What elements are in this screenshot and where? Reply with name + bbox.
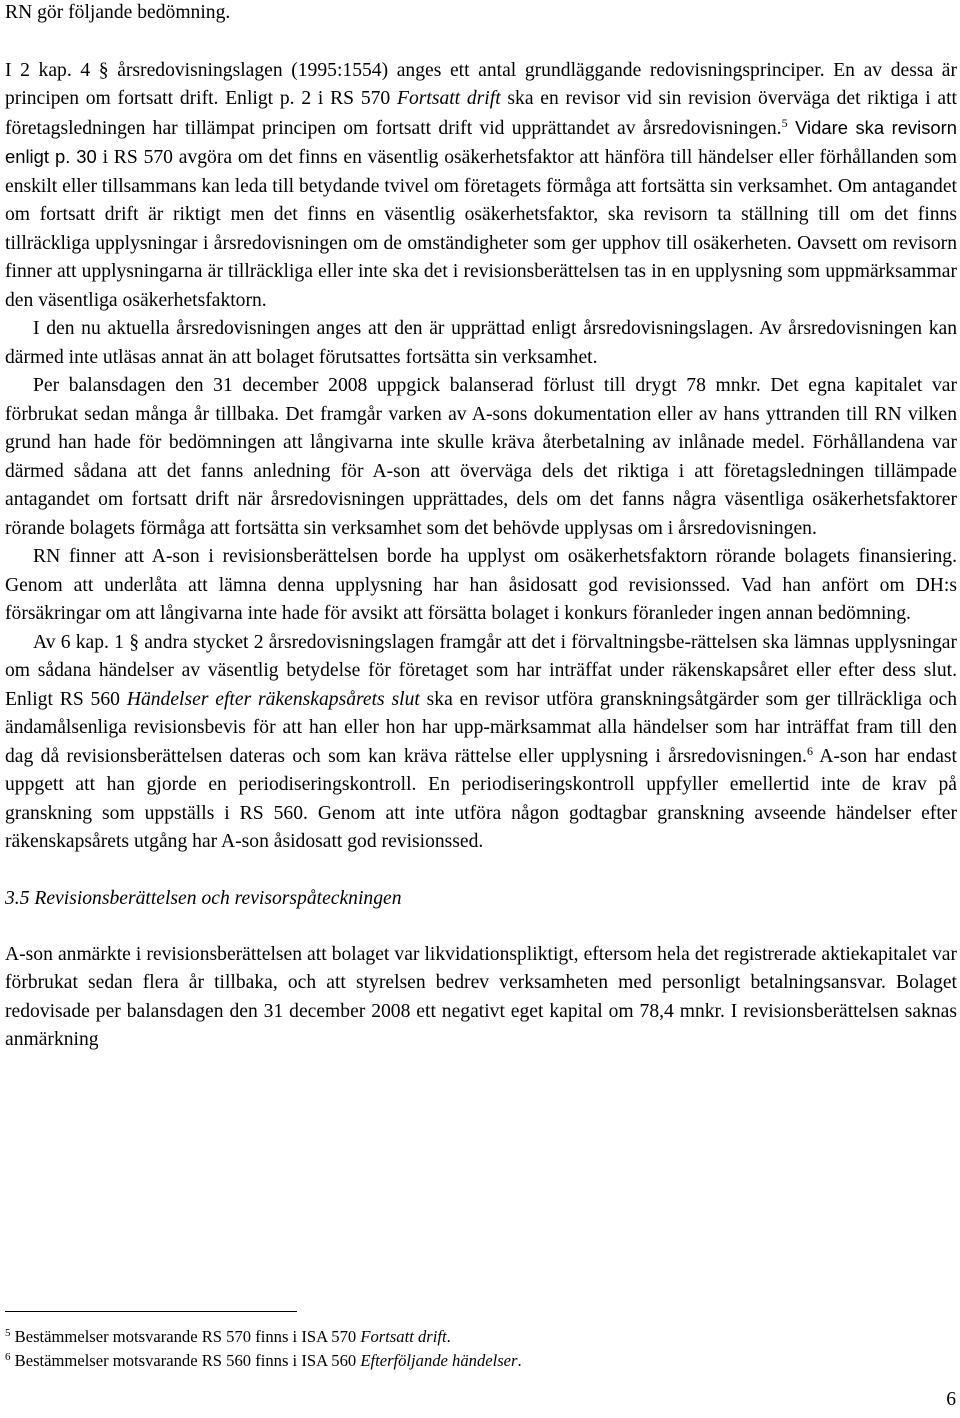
text-run: ska en revisor vid sin revision överväga det riktiga i att företagsledningen har tillämpat principen om fortsatt drift vid upprättandet av årsredovisningen. xyxy=(5,88,958,139)
paragraph-aktuella-arsredovisningen: I den nu aktuella årsredovisningen anges att den är upprättad enligt årsredovisningslagen. Av årsredovisningen kan därmed inte utläsas annat än att bolaget förutsattes fortsätta sin verksamhet. xyxy=(5,318,957,368)
section-heading: 3.5 Revisionsberättelsen och revisorspåteckningen xyxy=(5,887,402,909)
footnote-end: . xyxy=(517,1351,522,1370)
footnote-number: 6 xyxy=(5,1351,11,1363)
text-run-italic: Händelser efter räkenskapsårets slut xyxy=(126,688,420,710)
footnote-title: Efterföljande händelser xyxy=(360,1351,518,1370)
text-run: Av 6 kap. 1 § andra stycket 2 årsredovisningslagen framgår att det i förvaltningsbe-rättelsen ska lämnas upplysningar om sådana händelser av väsentlig betydelse för företaget som har inträffat under räkenskapsåret eller efter dess slut. Enligt RS 560 xyxy=(5,631,957,710)
paragraph-intro: RN gör följande bedömning. xyxy=(5,2,231,23)
text-run: i RS 570 avgöra om det finns en väsentlig osäkerhetsfaktor att hänföra till händelser eller förhållanden som enskilt eller tillsammans kan leda till betydande tvivel om företagets förmåga att fortsätta sin verksamhet. Om antagandet om fortsatt drift är riktigt men det finns en väsentlig osäkerhetsfaktor, ska revisorn ta ställning till om det finns tillräckliga upplysningar i årsredovisningen om de omständigheter som ger upphov till osäkerheten. Oavsett om revisorn finner att upplysningarna är tillräckliga eller inte ska det i revisionsberättelsen tas in en upplysning som uppmärksammar den väsentliga osäkerhetsfaktorn. xyxy=(5,147,958,311)
footnote-5 xyxy=(5,1325,955,1349)
footnote-divider xyxy=(5,1311,297,1312)
text-run-sans: Vidare ska revisorn enligt p. 30 xyxy=(5,116,957,167)
text-run: I 2 kap. 4 § årsredovisningslagen (1995:1554) anges ett antal grundläggande redovisningsprinciper. En av dessa är principen om fortsatt drift. Enligt p. 2 i RS 570 xyxy=(5,59,957,109)
text-run: ska en revisor utföra granskningsåtgärder som ger tillräckliga och ändamålsenliga revisionsbevis för att han eller hon har upp-märksammat alla händelser som har inträffat fram till den dag då revisionsberättelsen dateras och som kan kräva rättelse eller upplysning i årsredovisningen. xyxy=(5,688,958,767)
paragraph-balansdagen: Per balansdagen den 31 december 2008 uppgick balanserad förlust till drygt 78 mnkr. Det egna kapitalet var förbrukat sedan många år tillbaka. Det framgår varken av A-sons dokumentation eller av hans yttranden till RN vilken grund han hade för bedömningen att långivarna inte skulle kräva återbetalning av inlånade medel. Förhållandena var därmed sådana att det fanns anledning för A-son att överväga dels det riktiga i att företagsledningen tillämpade antagandet om fortsatt drift när årsredovisningen upprättades, dels om det fanns några väsentliga osäkerhetsfaktorer rörande bolagets förmåga att fortsätta sin verksamhet som det behövde upplysas om i årsredovisningen. xyxy=(5,375,957,539)
footnote-6 xyxy=(5,1349,955,1373)
paragraph-rn-finner: RN finner att A-son i revisionsberättelsen borde ha upplyst om osäkerhetsfaktorn rörande bolagets finansiering. Genom att underlåta att lämna denna upplysning har han åsidosatt god revisionssed. Vad han anfört om DH:s försäkringar om att långivarna inte hade för avsikt att försätta bolaget i konkurs föranleder ingen annan bedömning. xyxy=(5,546,957,624)
footnotes xyxy=(5,1325,955,1373)
page-number: 6 xyxy=(946,1389,956,1410)
footnote-text: Bestämmelser motsvarande RS 560 finns i ISA 560 xyxy=(14,1351,361,1370)
paragraph-revisionsberattelsen: A-son anmärkte i revisionsberättelsen att bolaget var likvidationspliktigt, eftersom hela det registrerade aktiekapitalet var förbrukat sedan flera år tillbaka, och att styrelsen bedrev verksamheten med personligt betalningsansvar. Bolaget redovisade per balansdagen den 31 december 2008 ett negativt eget kapital om 78,4 mnkr. I revisionsberättelsen saknas anmärkning xyxy=(5,943,957,1050)
footnote-ref-6[interactable]: 6 xyxy=(806,743,813,758)
footnote-title: Fortsatt drift xyxy=(360,1327,447,1346)
footnote-end: . xyxy=(446,1327,451,1346)
text-run: A-son har endast uppgett att han gjorde en periodiseringskontroll. En periodiseringskontroll uppfyller emellertid inte de krav på granskning som uppställs i RS 560. Genom att inte utföra någon godtagbar granskning avseende händelser efter räkenskapsårets utgång har A-son åsidosatt god revisionssed. xyxy=(5,745,958,852)
document-page xyxy=(5,0,957,1055)
footnote-text: Bestämmelser motsvarande RS 570 finns i ISA 570 xyxy=(14,1327,361,1346)
paragraph-fortsatt-drift xyxy=(5,57,957,316)
paragraph-handelser-efter xyxy=(5,629,957,857)
footnote-ref-5[interactable]: 5 xyxy=(781,115,788,130)
text-run-italic: Fortsatt drift xyxy=(396,88,501,109)
footnote-number: 5 xyxy=(5,1327,11,1339)
